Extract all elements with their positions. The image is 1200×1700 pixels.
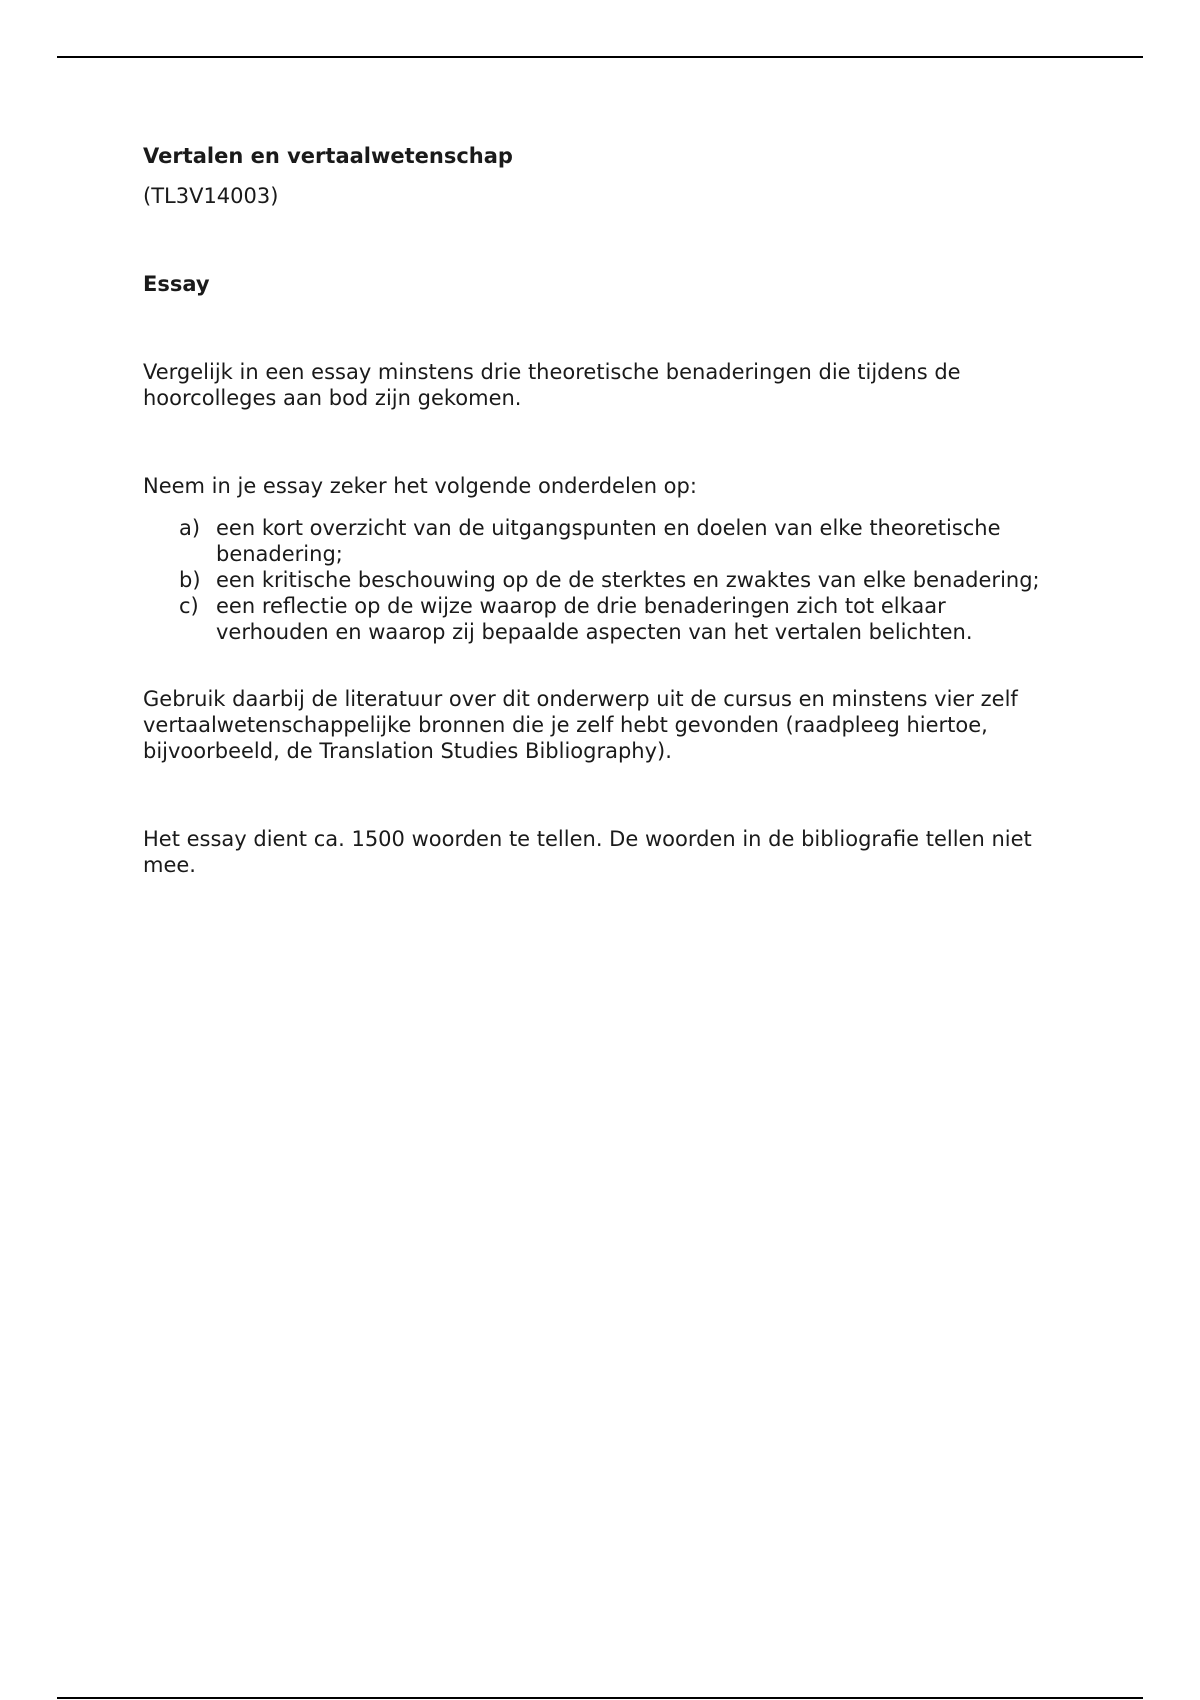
list-item-text: een reflectie op de wijze waarop de drie benaderingen zich tot elkaar verhouden en waarop zij bepaalde aspecten van het vertalen belichten. xyxy=(216,594,973,644)
list-marker: a) xyxy=(179,516,201,540)
length-paragraph: Het essay dient ca. 1500 woorden te tellen. De woorden in de bibliografie tellen niet mee. xyxy=(143,827,1032,877)
top-divider xyxy=(57,56,1143,58)
include-intro-paragraph: Neem in je essay zeker het volgende onderdelen op: xyxy=(143,474,697,498)
bottom-divider xyxy=(57,1697,1143,1699)
section-heading: Essay xyxy=(143,272,210,296)
list-item xyxy=(143,593,1063,645)
list-item xyxy=(143,567,1063,593)
list-marker: c) xyxy=(179,594,199,618)
literature-paragraph: Gebruik daarbij de literatuur over dit onderwerp uit de cursus en minstens vier zelf vertaalwetenschappelijke bronnen die je zelf hebt gevonden (raadpleeg hiertoe, bijvoorbeeld, de Translation Studies Bibliography). xyxy=(143,687,1018,763)
document-title: Vertalen en vertaalwetenschap xyxy=(143,144,513,168)
list-item xyxy=(143,515,1063,567)
list-item-text: een kritische beschouwing op de de sterktes en zwaktes van elke benadering; xyxy=(216,568,1040,592)
assignment-paragraph: Vergelijk in een essay minstens drie theoretische benaderingen die tijdens de hoorcolleges aan bod zijn gekomen. xyxy=(143,360,961,410)
document-body xyxy=(143,143,1063,878)
list-marker: b) xyxy=(179,568,201,592)
list-item-text: een kort overzicht van de uitgangspunten en doelen van elke theoretische benadering; xyxy=(216,516,1001,566)
requirements-list xyxy=(143,515,1063,645)
course-code: (TL3V14003) xyxy=(143,184,279,208)
